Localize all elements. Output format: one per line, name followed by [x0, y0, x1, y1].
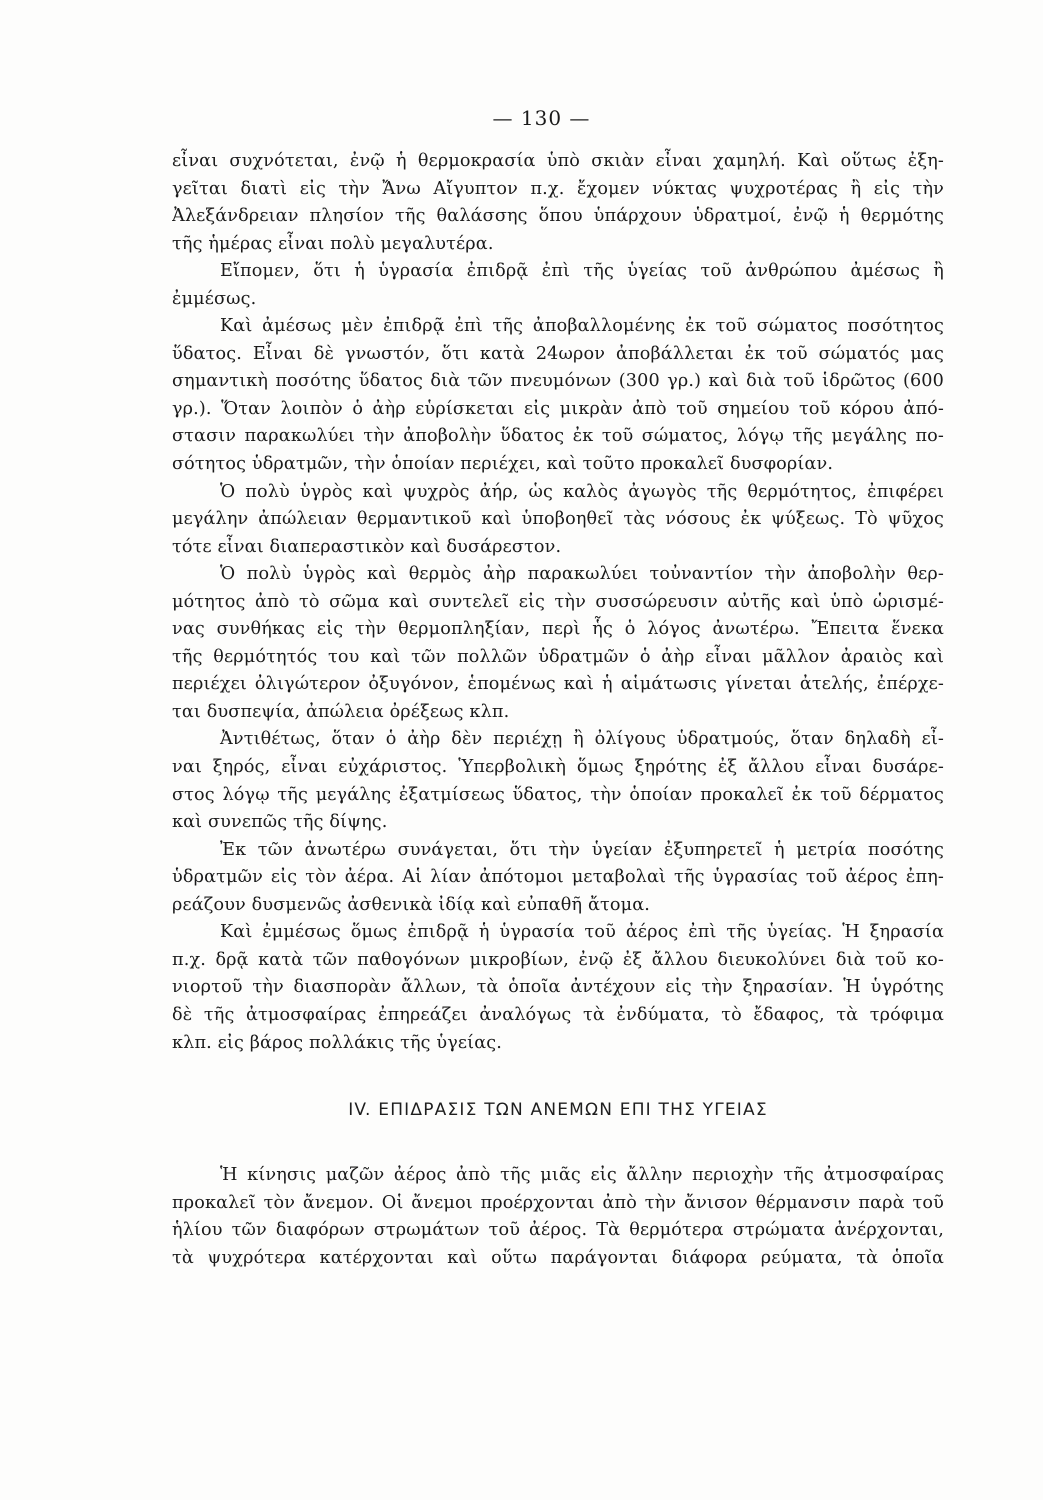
page-number: — 130 — [492, 106, 591, 130]
text-line: ρεάζουν δυσμενῶς ἀσθενικὰ ἰδίᾳ καὶ εὐπαθῆ ἄτομα. [172, 894, 650, 915]
text-line: ναι ξηρός, εἶναι εὐχάριστος. Ὑπερβολικὴ ὅμως ξηρότης ἐξ ἄλλου εἶναι δυσάρε- [172, 757, 944, 778]
text-line: τῆς ἡμέρας εἶναι πολὺ μεγαλυτέρα. [172, 233, 494, 254]
text-line: μεγάλην ἀπώλειαν θερμαντικοῦ καὶ ὑποβοηθεῖ τὰς νόσους ἐκ ψύξεως. Τὸ ψῦχος [172, 509, 944, 530]
text-line: περιέχει ὀλιγώτερον ὀξυγόνον, ἑπομένως καὶ ἡ αἱμάτωσις γίνεται ἀτελής, ἐπέρχε- [172, 674, 944, 695]
section-text-block [172, 1162, 944, 1272]
text-line: Ἐκ τῶν ἀνωτέρω συνάγεται, ὅτι τὴν ὑγείαν ἐξυπηρετεῖ ἡ μετρία ποσότης [220, 839, 944, 860]
paragraph [172, 726, 944, 836]
text-line: τὰ ψυχρότερα κατέρχονται καὶ οὕτω παράγονται διάφορα ρεύματα, τὰ ὁποῖα [172, 1247, 944, 1268]
text-line: γεῖται διατὶ εἰς τὴν Ἄνω Αἴγυπτον π.χ. ἔχομεν νύκτας ψυχροτέρας ἢ εἰς τὴν [172, 178, 944, 199]
text-line: σότητος ὑδρατμῶν, τὴν ὁποίαν περιέχει, καὶ τοῦτο προκαλεῖ δυσφορίαν. [172, 454, 834, 475]
text-line: προκαλεῖ τὸν ἄνεμον. Οἱ ἄνεμοι προέρχονται ἀπὸ τὴν ἄνισον θέρμανσιν παρὰ τοῦ [172, 1192, 944, 1213]
text-line: Ὁ πολὺ ὑγρὸς καὶ θερμὸς ἀὴρ παρακωλύει τοὐναντίον τὴν ἀποβολὴν θερ- [220, 564, 944, 585]
text-line: καὶ συνεπῶς τῆς δίψης. [172, 812, 388, 833]
text-line: ὑδρατμῶν εἰς τὸν ἀέρα. Αἱ λίαν ἀπότομοι μεταβολαὶ τῆς ὑγρασίας τοῦ ἀέρος ἐπη- [172, 867, 944, 888]
paragraph [172, 479, 944, 562]
text-line: Ὁ πολὺ ὑγρὸς καὶ ψυχρὸς ἀήρ, ὡς καλὸς ἀγωγὸς τῆς θερμότητος, ἐπιφέρει [220, 481, 944, 502]
paragraph [172, 313, 944, 478]
text-line: ἐμμέσως. [172, 288, 257, 309]
text-line: νας συνθήκας εἰς τὴν θερμοπληξίαν, περὶ ἧς ὁ λόγος ἀνωτέρω. Ἔπειτα ἕνεκα [172, 619, 944, 640]
text-line: τότε εἶναι διαπεραστικὸν καὶ δυσάρεστον. [172, 536, 562, 557]
section-heading: IV. ΕΠΙΔΡΑΣΙΣ ΤΩΝ ΑΝΕΜΩΝ ΕΠΙ ΤΗΣ ΥΓΕΙΑΣ [348, 1100, 768, 1120]
text-line: π.χ. δρᾷ κατὰ τῶν παθογόνων μικροβίων, ἐνῷ ἐξ ἄλλου διευκολύνει διὰ τοῦ κο- [172, 949, 944, 970]
text-line: Καὶ ἀμέσως μὲν ἐπιδρᾷ ἐπὶ τῆς ἀποβαλλομένης ἐκ τοῦ σώματος ποσότητος [220, 316, 944, 337]
text-line: Ἡ κίνησις μαζῶν ἀέρος ἀπὸ τῆς μιᾶς εἰς ἄλλην περιοχὴν τῆς ἀτμοσφαίρας [220, 1165, 944, 1185]
paragraph [172, 148, 944, 258]
paragraph [172, 837, 944, 920]
text-line: κλπ. εἰς βάρος πολλάκις τῆς ὑγείας. [172, 1032, 502, 1053]
paragraph [172, 561, 944, 726]
text-line: τῆς θερμότητός του καὶ τῶν πολλῶν ὑδρατμῶν ὁ ἀὴρ εἶναι μᾶλλον ἀραιὸς καὶ [172, 646, 944, 667]
text-line: ἡλίου τῶν διαφόρων στρωμάτων τοῦ ἀέρος. Τὰ θερμότερα στρώματα ἀνέρχονται, [172, 1220, 944, 1241]
text-line: Καὶ ἐμμέσως ὅμως ἐπιδρᾷ ἡ ὑγρασία τοῦ ἀέρος ἐπὶ τῆς ὑγείας. Ἡ ξηρασία [220, 922, 944, 943]
text-line: μότητος ἀπὸ τὸ σῶμα καὶ συντελεῖ εἰς τὴν συσσώρευσιν αὐτῆς καὶ ὑπὸ ὡρισμέ- [172, 591, 944, 612]
paragraph [172, 1162, 944, 1272]
text-line: νιορτοῦ τὴν διασπορὰν ἄλλων, τὰ ὁποῖα ἀντέχουν εἰς τὴν ξηρασίαν. Ἡ ὑγρότης [172, 977, 944, 998]
text-line: Εἴπομεν, ὅτι ἡ ὑγρασία ἐπιδρᾷ ἐπὶ τῆς ὑγείας τοῦ ἀνθρώπου ἀμέσως ἢ [220, 261, 944, 282]
text-line: Ἀντιθέτως, ὅταν ὁ ἀὴρ δὲν περιέχῃ ἢ ὀλίγους ὑδρατμούς, ὅταν δηλαδὴ εἶ- [220, 729, 944, 750]
paragraph [172, 258, 944, 313]
text-line: σημαντικὴ ποσότης ὕδατος διὰ τῶν πνευμόνων (300 γρ.) καὶ διὰ τοῦ ἱδρῶτος (600 [172, 371, 944, 392]
text-line: στασιν παρακωλύει τὴν ἀποβολὴν ὕδατος ἐκ τοῦ σώματος, λόγῳ τῆς μεγάλης πο- [172, 426, 944, 447]
main-text-block [172, 148, 944, 1057]
text-line: Ἀλεξάνδρειαν πλησίον τῆς θαλάσσης ὅπου ὑπάρχουν ὑδρατμοί, ἐνῷ ἡ θερμότης [172, 206, 944, 227]
text-line: ὕδατος. Εἶναι δὲ γνωστόν, ὅτι κατὰ 24ωρον ἀποβάλλεται ἐκ τοῦ σώματός μας [172, 343, 944, 364]
text-line: στος λόγῳ τῆς μεγάλης ἐξατμίσεως ὕδατος, τὴν ὁποίαν προκαλεῖ ἐκ τοῦ δέρματος [172, 784, 944, 805]
text-line: δὲ τῆς ἀτμοσφαίρας ἐπηρεάζει ἀναλόγως τὰ ἐνδύματα, τὸ ἔδαφος, τὰ τρόφιμα [172, 1004, 944, 1025]
text-line: ται δυσπεψία, ἀπώλεια ὀρέξεως κλπ. [172, 701, 510, 722]
text-line: γρ.). Ὅταν λοιπὸν ὁ ἀὴρ εὑρίσκεται εἰς μικρὰν ἀπὸ τοῦ σημείου τοῦ κόρου ἀπό- [172, 398, 944, 419]
paragraph [172, 919, 944, 1057]
text-line: εἶναι συχνότεται, ἐνῷ ἡ θερμοκρασία ὑπὸ σκιὰν εἶναι χαμηλή. Καὶ οὕτως ἐξη- [172, 151, 944, 171]
